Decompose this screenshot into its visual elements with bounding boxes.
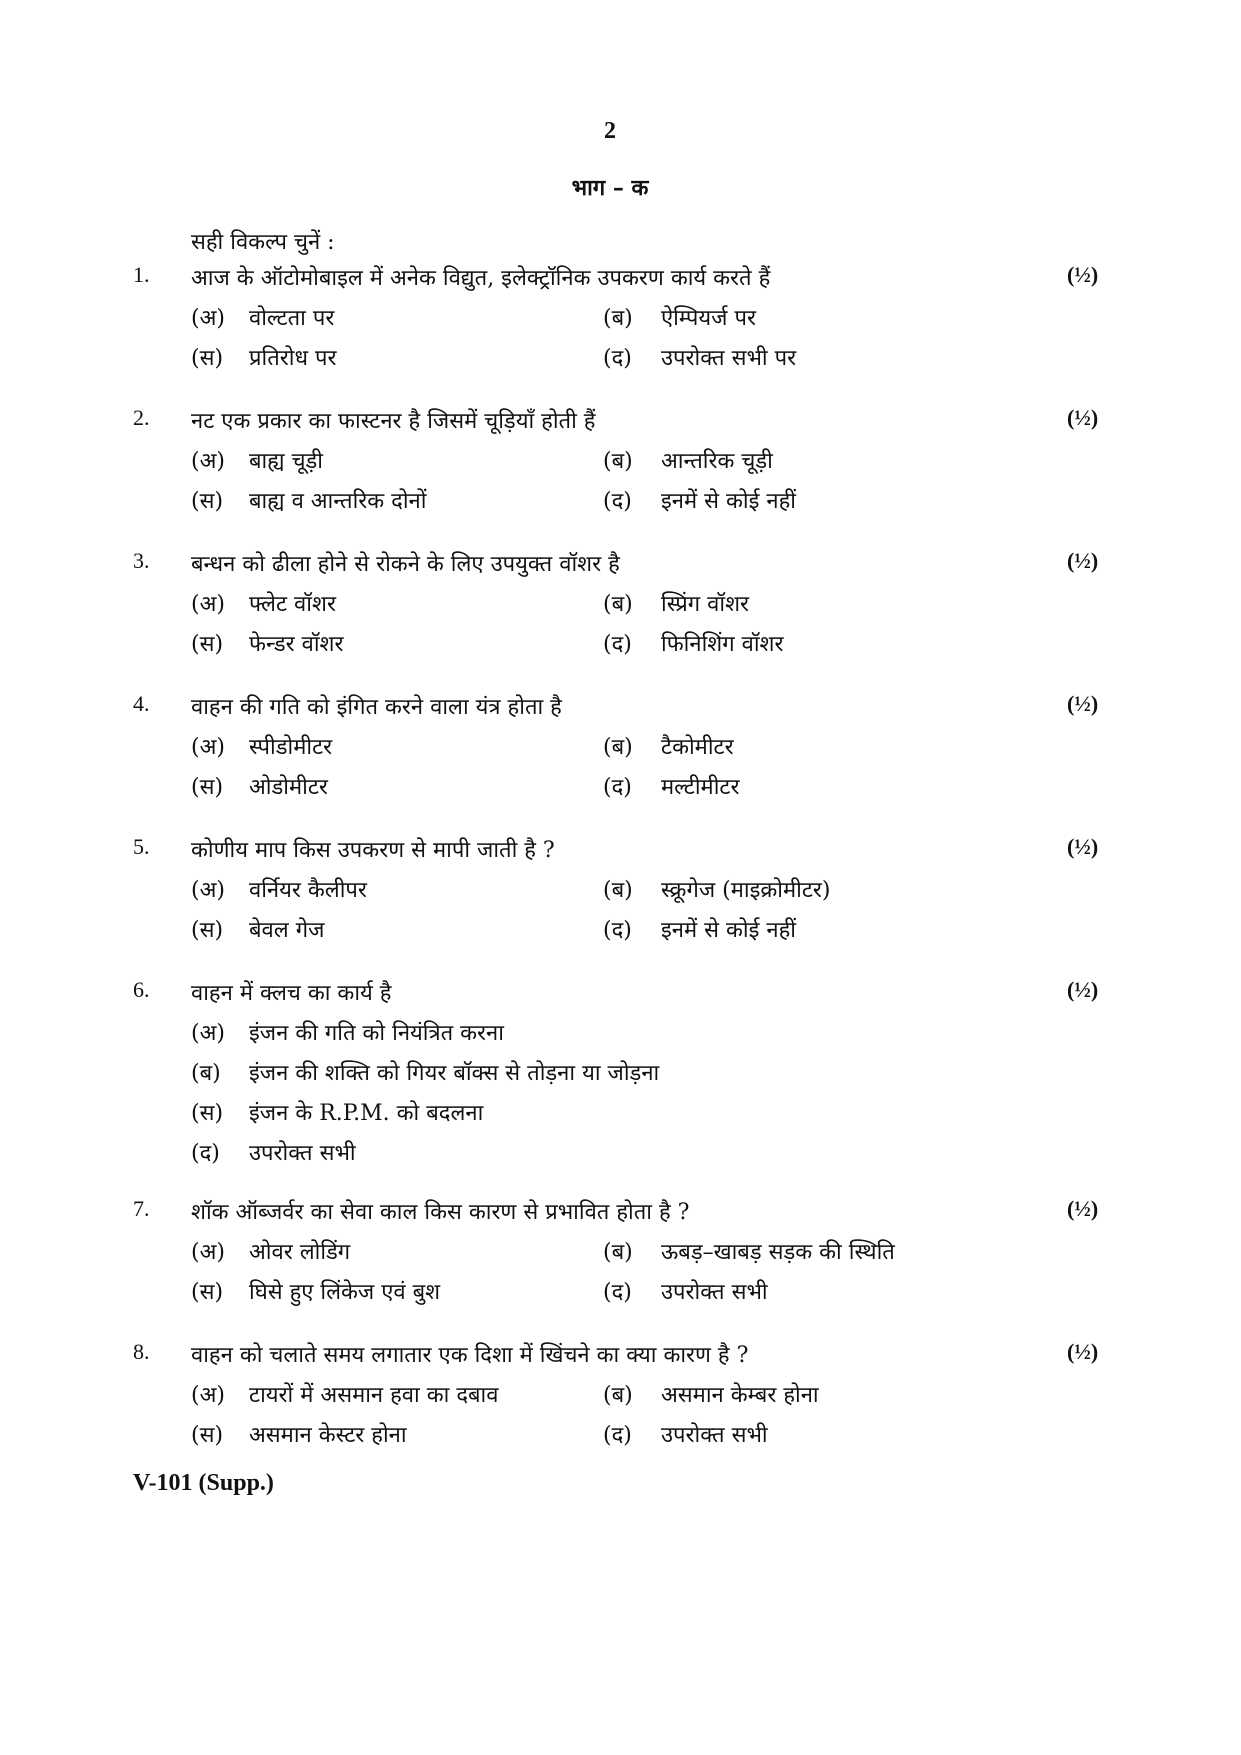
question-marks: (½): [1067, 405, 1099, 430]
instruction: सही विकल्प चुनें :: [191, 230, 335, 255]
option-b: (ब) असमान केम्बर होना: [603, 1383, 819, 1408]
option-a: (अ) फ्लेट वॉशर: [191, 592, 336, 617]
option-d: (द) इनमें से कोई नहीं: [603, 489, 797, 514]
option-c: (स) प्रतिरोध पर: [191, 346, 337, 371]
page-number: 2: [604, 118, 616, 144]
option-b: (ब) इंजन की शक्ति को गियर बॉक्स से तोड़ना या जोड़ना: [191, 1061, 660, 1086]
question-number: 6.: [133, 977, 150, 1002]
option-b: (ब) स्प्रिंग वॉशर: [603, 592, 750, 617]
question-text: वाहन की गति को इंगित करने वाला यंत्र होता है: [191, 695, 562, 720]
question-text: कोणीय माप किस उपकरण से मापी जाती है ?: [191, 838, 555, 863]
option-b: (ब) ऊबड़–खाबड़ सड़क की स्थिति: [603, 1240, 895, 1265]
question-text: शॉक ऑब्जर्वर का सेवा काल किस कारण से प्रभावित होता है ?: [191, 1200, 690, 1225]
option-a: (अ) टायरों में असमान हवा का दबाव: [191, 1383, 499, 1408]
option-a: (अ) वोल्टता पर: [191, 306, 335, 331]
option-a: (अ) ओवर लोडिंग: [191, 1240, 351, 1265]
question-number: 1.: [133, 262, 150, 287]
question-marks: (½): [1067, 691, 1099, 716]
question-number: 2.: [133, 405, 150, 430]
option-c: (स) फेन्डर वॉशर: [191, 632, 344, 657]
question-text: वाहन को चलाते समय लगातार एक दिशा में खिंचने का क्या कारण है ?: [191, 1343, 749, 1368]
question-text: आज के ऑटोमोबाइल में अनेक विद्युत, इलेक्ट्रॉनिक उपकरण कार्य करते हैं: [191, 266, 771, 291]
footer-code: V-101 (Supp.): [133, 1470, 274, 1496]
question-number: 3.: [133, 548, 150, 573]
question-marks: (½): [1067, 834, 1099, 859]
question-text: बन्धन को ढीला होने से रोकने के लिए उपयुक्त वॉशर है: [191, 552, 620, 577]
option-c: (स) बेवल गेज: [191, 918, 325, 943]
question-text: वाहन में क्लच का कार्य है: [191, 981, 392, 1006]
question-marks: (½): [1067, 262, 1099, 287]
option-a: (अ) इंजन की गति को नियंत्रित करना: [191, 1021, 504, 1046]
option-d: (द) उपरोक्त सभी: [603, 1280, 768, 1305]
option-c: (स) ओडोमीटर: [191, 775, 328, 800]
option-d: (द) फिनिशिंग वॉशर: [603, 632, 784, 657]
question-text: नट एक प्रकार का फास्टनर है जिसमें चूड़ियाँ होती हैं: [191, 409, 596, 434]
option-b: (ब) टैकोमीटर: [603, 735, 734, 760]
option-d: (द) इनमें से कोई नहीं: [603, 918, 797, 943]
option-c: (स) इंजन के R.P.M. को बदलना: [191, 1101, 484, 1126]
option-d: (द) उपरोक्त सभी: [603, 1423, 768, 1448]
option-b: (ब) ऐम्पियर्ज पर: [603, 306, 756, 331]
option-a: (अ) वर्नियर कैलीपर: [191, 878, 367, 903]
option-b: (ब) आन्तरिक चूड़ी: [603, 449, 773, 474]
option-c: (स) घिसे हुए लिंकेज एवं बुश: [191, 1280, 441, 1305]
question-marks: (½): [1067, 977, 1099, 1002]
option-d: (द) उपरोक्त सभी पर: [603, 346, 797, 371]
question-marks: (½): [1067, 1196, 1099, 1221]
question-marks: (½): [1067, 1339, 1099, 1364]
option-b: (ब) स्क्रूगेज (माइक्रोमीटर): [603, 878, 831, 903]
question-number: 8.: [133, 1339, 150, 1364]
question-number: 4.: [133, 691, 150, 716]
question-marks: (½): [1067, 548, 1099, 573]
question-number: 7.: [133, 1196, 150, 1221]
option-a: (अ) स्पीडोमीटर: [191, 735, 333, 760]
option-c: (स) बाह्य व आन्तरिक दोनों: [191, 489, 427, 514]
option-c: (स) असमान केस्टर होना: [191, 1423, 407, 1448]
section-title: भाग – क: [571, 175, 649, 201]
option-a: (अ) बाह्य चूड़ी: [191, 449, 324, 474]
option-d: (द) मल्टीमीटर: [603, 775, 740, 800]
option-d: (द) उपरोक्त सभी: [191, 1141, 356, 1166]
question-number: 5.: [133, 834, 150, 859]
